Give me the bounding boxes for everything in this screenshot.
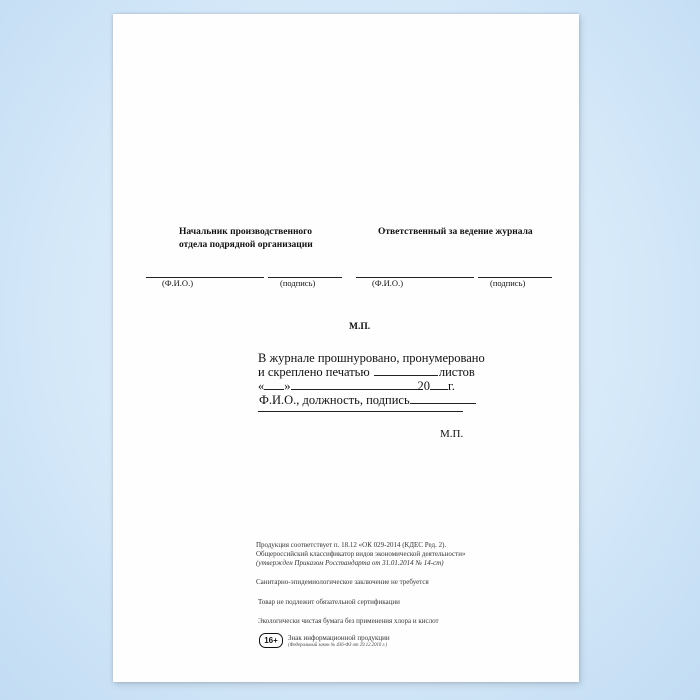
- binding-stamp-label: М.П.: [440, 428, 464, 440]
- sanitary-note: Санитарно-эпидемиологическое заключение не требуется: [256, 578, 429, 586]
- signature-blank: [410, 403, 476, 404]
- binding-date-line: [258, 379, 455, 393]
- info-sign-label: Знак информационной продукции: [288, 634, 390, 642]
- right-signatory-title: Ответственный за ведение журнала: [378, 227, 533, 237]
- right-fio-label: (Ф.И.О.): [372, 278, 404, 288]
- left-signatory-title-line1: Начальник производственного: [179, 227, 312, 237]
- binding-signature-line: [259, 393, 476, 407]
- date-quote-close: »: [284, 379, 291, 393]
- year-blank: [430, 389, 448, 390]
- conformity-line3: (утвержден Приказом Росстандарта от 31.01.2014 № 14-ст): [256, 559, 444, 567]
- sheets-count-blank: [374, 375, 438, 376]
- binding-line2-suffix: листов: [438, 365, 475, 379]
- binding-signature-prefix: Ф.И.О., должность, подпись: [259, 393, 410, 407]
- law-reference: (Федеральный закон № 436-ФЗ от 29.12.2010 г.): [288, 643, 388, 648]
- date-quote-open: «: [258, 379, 265, 393]
- extra-signature-line: [258, 411, 463, 412]
- year-prefix: 20: [417, 379, 430, 393]
- binding-line1: В журнале прошнуровано, пронумеровано: [258, 351, 485, 365]
- day-blank: [264, 389, 284, 390]
- left-fio-label: (Ф.И.О.): [162, 278, 194, 288]
- stamp-label: М.П.: [349, 322, 371, 332]
- left-sign-label: (подпись): [280, 278, 316, 288]
- binding-line2-prefix: и скреплено печатью: [258, 365, 370, 379]
- eco-note: Экологически чистая бумага без применения хлора и кислот: [258, 617, 439, 625]
- conformity-line1: Продукция соответствует п. 18.12 «ОК 029-2014 (КДЕС Ред. 2).: [256, 541, 447, 549]
- year-suffix: г.: [448, 379, 455, 393]
- document-page: [113, 14, 579, 682]
- binding-line2: [258, 365, 475, 379]
- left-signatory-title-line2: отдела подрядной организации: [179, 240, 313, 250]
- conformity-line2: Общероссийский классификатор видов экономической деятельности»: [256, 550, 466, 558]
- right-sign-label: (подпись): [490, 278, 526, 288]
- month-blank: [291, 389, 418, 390]
- left-signatory-title: [179, 226, 349, 252]
- certification-note: Товар не подлежит обязательной сертификации: [258, 598, 400, 606]
- age-rating-badge: 16+: [259, 633, 283, 648]
